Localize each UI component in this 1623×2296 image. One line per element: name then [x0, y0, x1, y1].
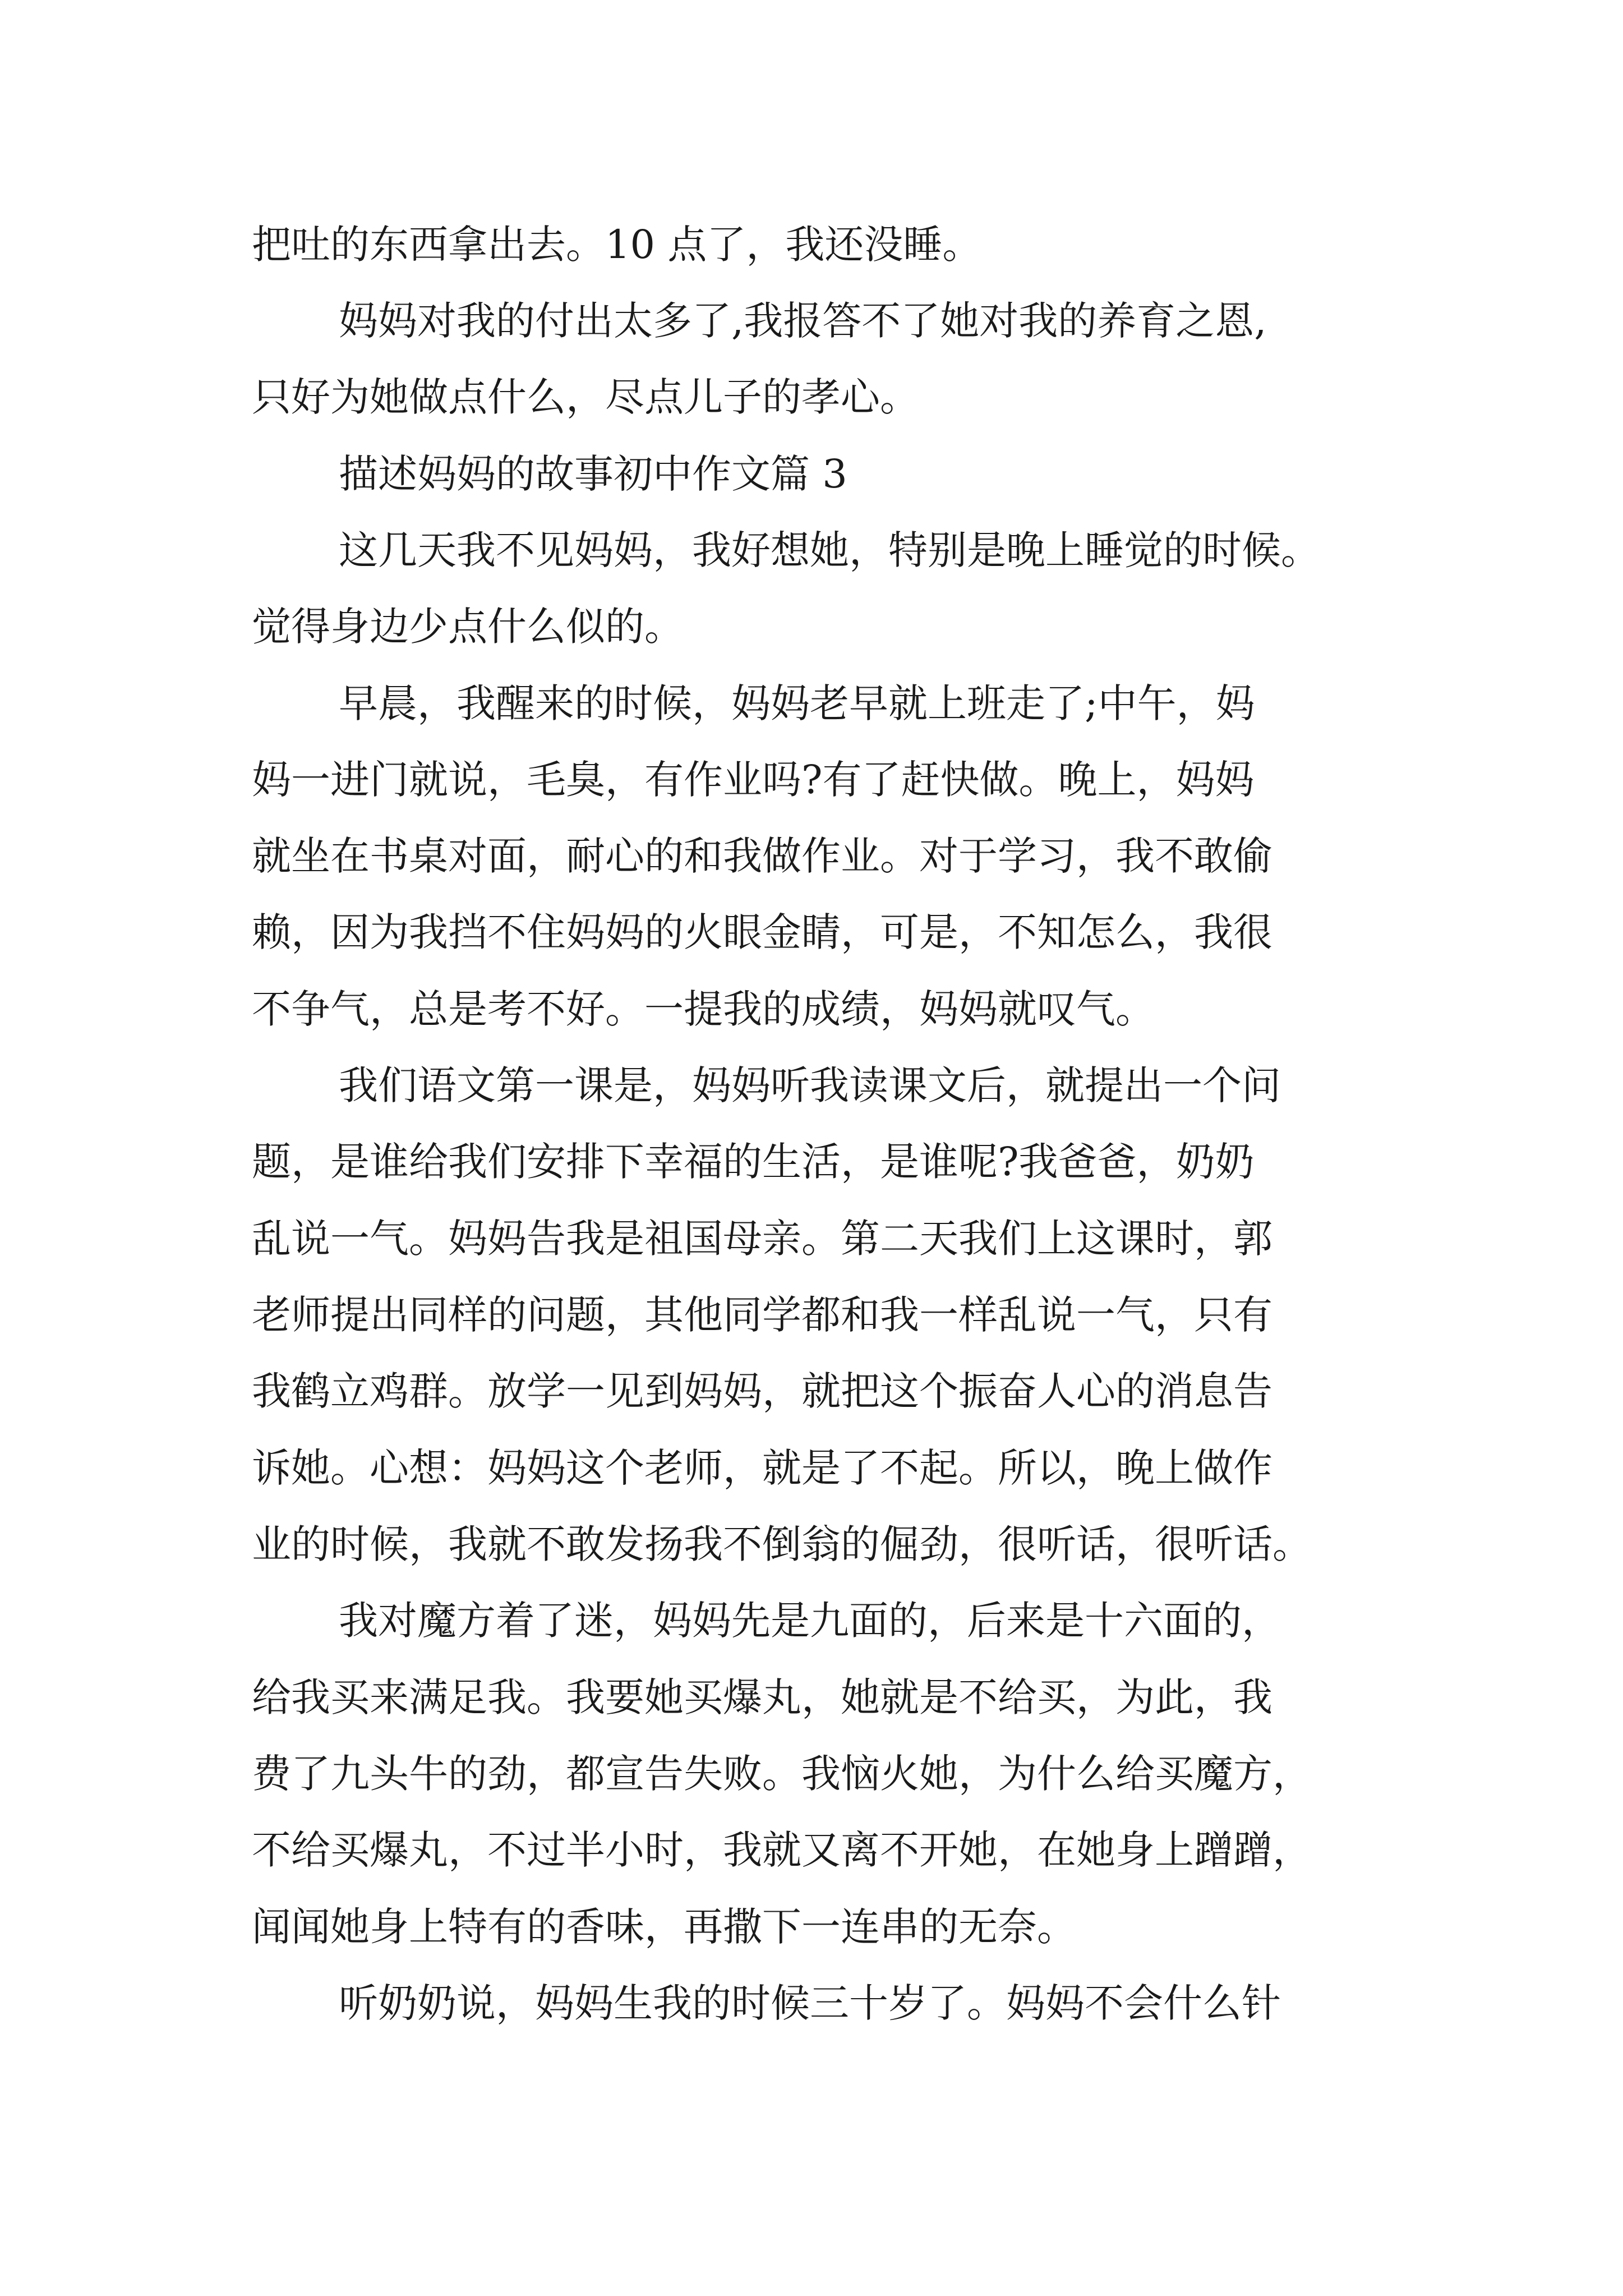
text-line: 这几天我不见妈妈，我好想她，特别是晚上睡觉的时候。: [339, 527, 1320, 573]
text-line: 就坐在书桌对面，耐心的和我做作业。对于学习，我不敢偷: [252, 833, 1272, 879]
text-line: 赖，因为我挡不住妈妈的火眼金睛，可是，不知怎么，我很: [252, 909, 1272, 955]
text-line: 费了九头牛的劲，都宣告失败。我恼火她，为什么给买魔方，: [252, 1751, 1312, 1797]
text-line: 题，是谁给我们安排下幸福的生活，是谁呢?我爸爸，奶奶: [252, 1139, 1255, 1185]
text-line: 觉得身边少点什么似的。: [252, 604, 684, 650]
text-line: 不争气，总是考不好。一提我的成绩，妈妈就叹气。: [252, 986, 1155, 1032]
text-line: 把吐的东西拿出去。10 点了，我还没睡。: [252, 222, 982, 268]
text-line: 妈一进门就说，毛臭，有作业吗?有了赶快做。晚上，妈妈: [252, 757, 1255, 803]
text-line: 闻闻她身上特有的香味，再撒下一连串的无奈。: [252, 1904, 1076, 1950]
text-line: 只好为她做点什么，尽点儿子的孝心。: [252, 374, 919, 420]
text-line: 早晨，我醒来的时候，妈妈老早就上班走了;中午，妈: [339, 680, 1255, 726]
text-line: 不给买爆丸，不过半小时，我就又离不开她，在她身上蹭蹭，: [252, 1827, 1312, 1873]
text-line: 我对魔方着了迷，妈妈先是九面的，后来是十六面的，: [339, 1598, 1281, 1644]
text-line: 乱说一气。妈妈告我是祖国母亲。第二天我们上这课时，郭: [252, 1216, 1272, 1262]
text-line: 听奶奶说，妈妈生我的时候三十岁了。妈妈不会什么针: [339, 1980, 1281, 2026]
text-line: 妈妈对我的付出太多了,我报答不了她对我的养育之恩,: [339, 298, 1267, 344]
text-line: 我鹤立鸡群。放学一见到妈妈，就把这个振奋人心的消息告: [252, 1368, 1272, 1414]
text-line: 我们语文第一课是，妈妈听我读课文后，就提出一个问: [339, 1062, 1281, 1108]
text-line: 诉她。心想：妈妈这个老师，就是了不起。所以，晚上做作: [252, 1445, 1272, 1491]
text-line: 业的时候，我就不敢发扬我不倒翁的倔劲，很听话，很听话。: [252, 1521, 1312, 1567]
section-heading: 描述妈妈的故事初中作文篇 3: [339, 451, 847, 497]
text-line: 老师提出同样的问题，其他同学都和我一样乱说一气，只有: [252, 1292, 1272, 1338]
text-line: 给我买来满足我。我要她买爆丸，她就是不给买，为此，我: [252, 1674, 1272, 1720]
